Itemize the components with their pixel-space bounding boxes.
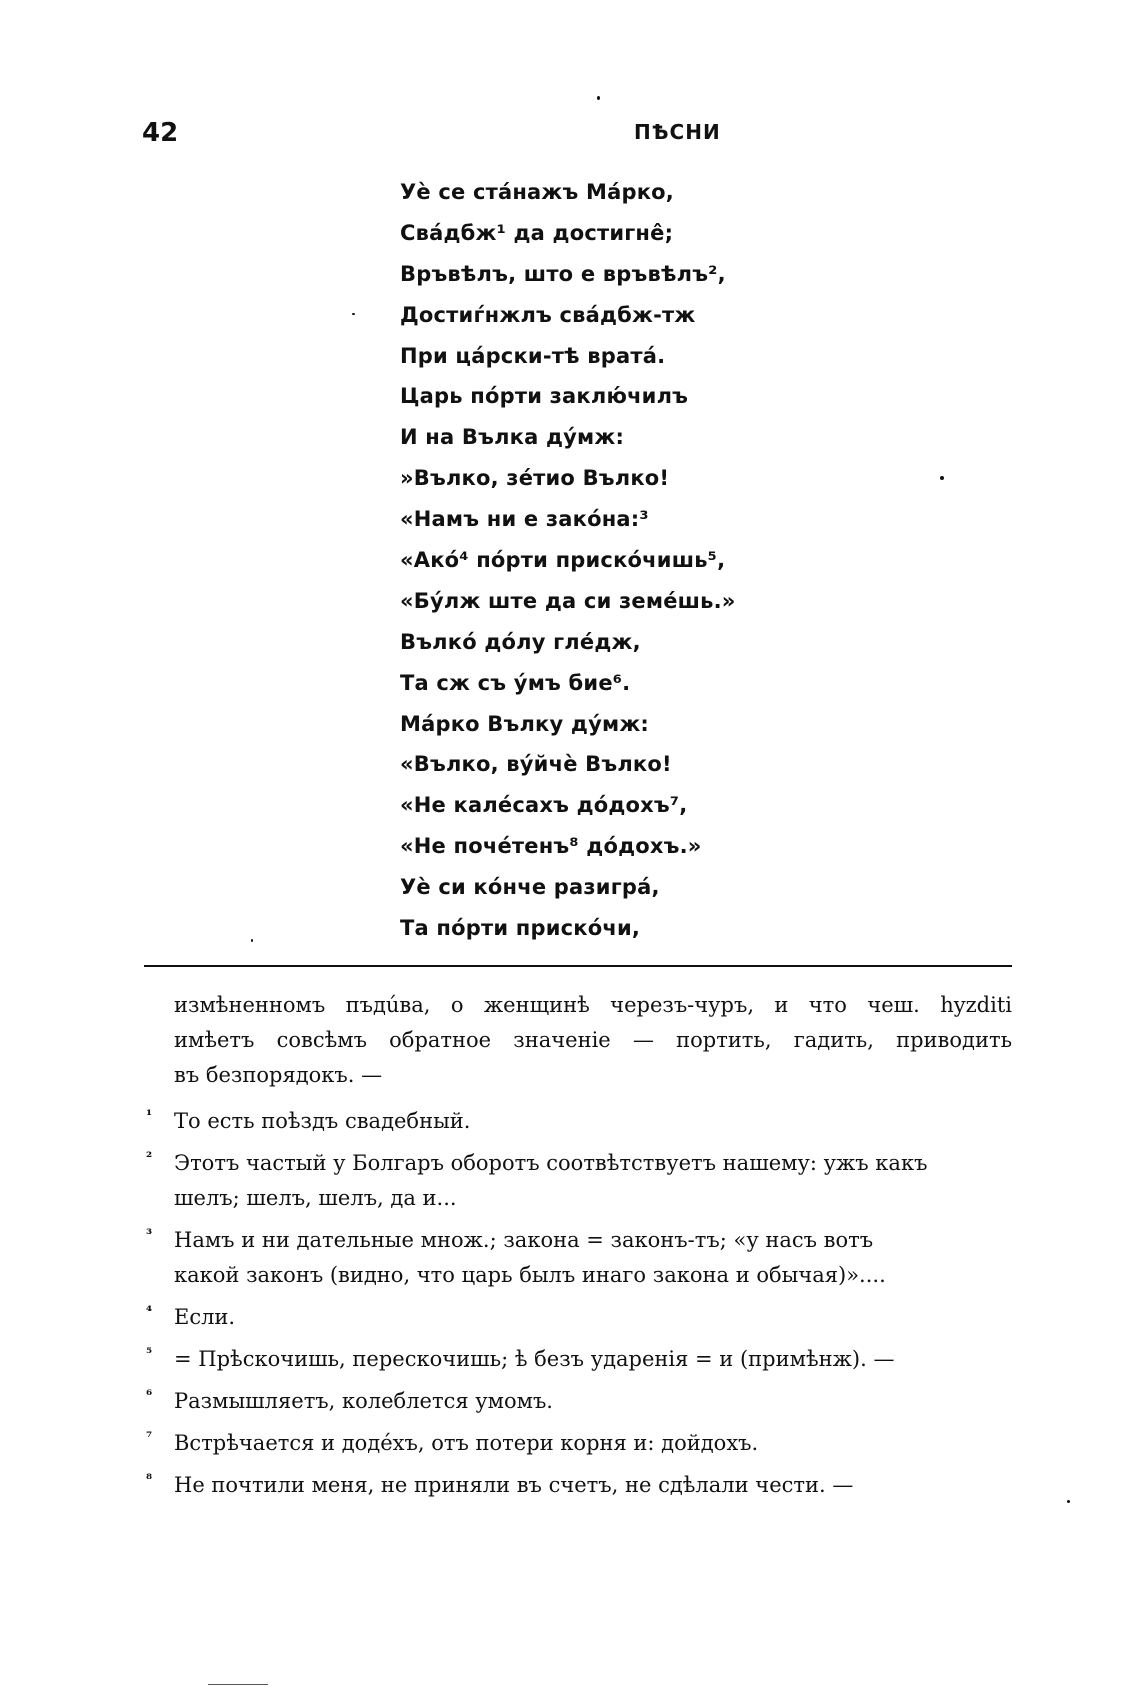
footnote-marker: ⁷ [146,1430,153,1446]
footnote-marker: ⁵ [146,1346,153,1362]
continuation-line: имѣетъ совсѣмъ обратное значеніе — портить, гадить, приводить [174,1028,1012,1052]
footnotes [144,1104,1012,1510]
verse-line: Та сж съ ýмъ бие⁶. [400,670,631,695]
footnote [144,1146,1012,1216]
ink-speck [597,96,600,100]
footnote [144,1342,1012,1377]
verse-line: Уѐ се ста́нажъ Ма́рко, [400,180,674,204]
footnote-marker: ³ [146,1227,153,1243]
footnote [144,1426,1012,1461]
footnote-marker: ² [146,1150,153,1166]
ink-speck [1067,1500,1070,1503]
verse-line: Свáдбж¹ да достигне̂; [400,220,674,245]
ink-speck [251,939,253,942]
page-header [142,118,1022,158]
verse-line: При цáрски-тѣ вратá. [400,343,666,368]
footnote-text: = Прѣскочишь, перескочишь; ѣ безъ ударенія = и (примѣнж). — [174,1347,895,1371]
footnote [144,1468,1012,1503]
page-number: 42 [142,118,179,148]
footnote-text: Если. [174,1305,236,1329]
footnote-marker: ⁴ [146,1304,153,1320]
ink-speck [940,476,944,480]
verse-line: «Не калéсахъ дóдохъ⁷, [400,793,688,818]
footnote-marker: ⁸ [146,1472,153,1488]
continuation-line: въ безпорядокъ. — [174,1063,383,1087]
footnote-text: шелъ; шелъ, шелъ, да и... [174,1186,457,1210]
verse-line: «Бýлж ште да си земе́шь.» [400,588,736,613]
footnote-text: Этотъ частый у Болгаръ оборотъ соотвѣтствуетъ нашему: ужъ какъ [174,1151,928,1175]
footnote-text: То есть поѣздъ свадебный. [174,1109,471,1133]
verse-line: Достиѓнжлъ свáдбж-тж [400,302,696,327]
footnote [144,1300,1012,1335]
footnote [144,1104,1012,1139]
verse-line: «Акó⁴ пóрти прискóчишь⁵, [400,548,726,573]
verse-line: Мáрко Вълку дýмж: [400,711,650,736]
verse-line: Царь пóрти заклю́чилъ [400,384,689,409]
footnote-continuation [174,988,1012,1093]
verse-line: Та пóрти прискóчи, [400,916,641,941]
running-title: ПѢСНИ [634,120,721,144]
footnote-text: Размышляетъ, колеблется умомъ. [174,1389,553,1413]
footnote-marker: ¹ [146,1108,153,1124]
ink-speck [352,313,355,315]
verse-line: И на Вълка дýмж: [400,425,625,450]
verse-line: «Не почéтенъ⁸ дóдохъ.» [400,834,702,859]
song-verse [400,172,736,949]
footnote-separator [144,965,1012,967]
footnote-text: Встрѣчается и додéхъ, отъ потери корня и: дойдохъ. [174,1431,759,1455]
footnote [144,1223,1012,1293]
verse-line: Уѐ си кóнче разигрá, [400,875,660,900]
verse-line: »Вълко, зе́тио Вълко! [400,466,670,491]
footnote-text: Не почтили меня, не приняли въ счетъ, не сдѣлали чести. — [174,1473,854,1497]
continuation-line: измѣненномъ пъдúва, о женщинѣ черезъ-чуръ, и что чеш. hyzditi [174,993,1012,1017]
footnote-text: какой законъ (видно, что царь былъ инаго закона и обычая)».... [174,1263,886,1287]
verse-line: Вълкó дóлу гле́дж, [400,629,641,654]
footnote-marker: ⁶ [146,1388,153,1404]
verse-line: «Намъ ни е закóна:³ [400,507,649,532]
verse-line: Връвѣлъ, што е връвѣлъ², [400,261,726,286]
verse-line: «Вълко, вýйчѐ Вълко! [400,752,672,777]
footnote [144,1384,1012,1419]
bottom-mark [208,1684,268,1685]
footnote-text: Намъ и ни дательные множ.; закона = законъ-тъ; «у насъ вотъ [174,1228,874,1252]
